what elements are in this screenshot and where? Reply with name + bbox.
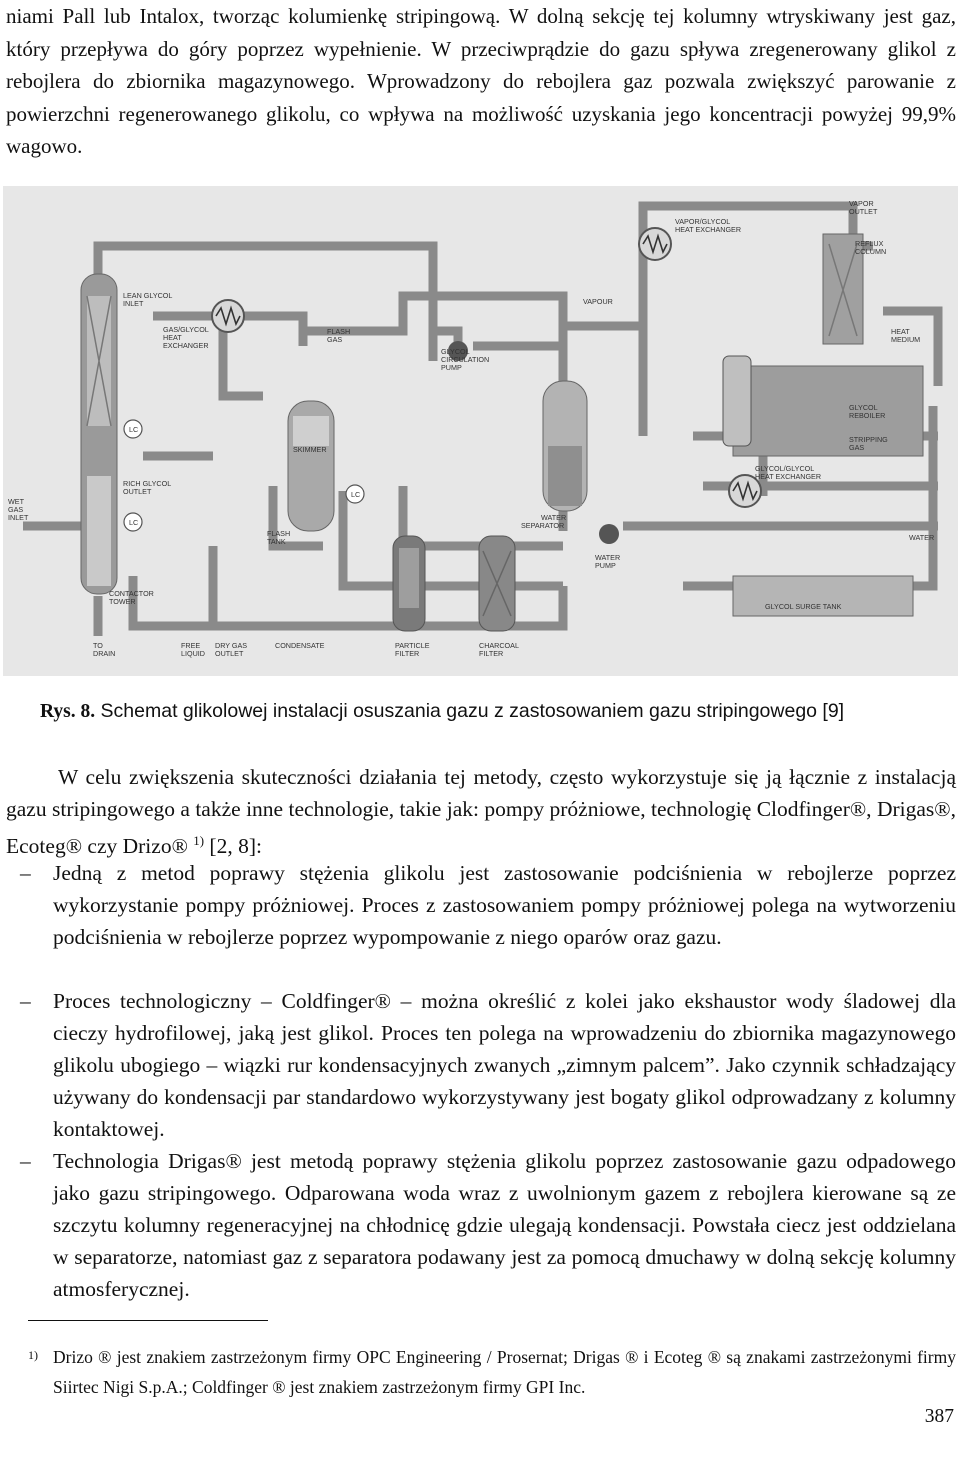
label-lc-3: LC <box>351 490 361 499</box>
svg-text:SEPARATOR: SEPARATOR <box>521 521 565 530</box>
footnote-mark: 1) <box>28 1348 38 1362</box>
svg-text:GAS: GAS <box>8 505 24 514</box>
label-stripping-gas: STRIPPING <box>849 435 888 444</box>
label-wet-gas-inlet: WET <box>8 497 24 506</box>
flash-tank <box>288 401 334 531</box>
label-water-separator: WATER <box>541 513 567 522</box>
svg-text:PUMP: PUMP <box>595 561 616 570</box>
svg-text:LIQUID: LIQUID <box>181 649 205 658</box>
process-diagram-figure <box>3 186 958 676</box>
label-flash-gas: FLASH <box>327 327 351 336</box>
label-water-pump: WATER <box>595 553 621 562</box>
label-heat-medium: HEAT <box>891 327 910 336</box>
reflux-column <box>723 234 923 456</box>
label-rich-glycol-outlet: RICH GLYCOL <box>123 479 172 488</box>
footnote-text: Drizo ® jest znakiem zastrzeżonym firmy OPC Engineering / Prosernat; Drigas ® i Ecoteg ® są znakami zastrzeżonymi firmy Siirtec Nigi S.p.A.; Coldfinger ® jest znakiem zastrzeżonym firmy GPI Inc. <box>53 1347 956 1397</box>
svg-text:DRAIN: DRAIN <box>93 649 116 658</box>
label-vapor-glycol-hx: VAPOR/GLYCOL <box>675 217 731 226</box>
contactor-tower <box>81 274 117 594</box>
label-free-liquid: FREE <box>181 641 201 650</box>
svg-text:GAS: GAS <box>327 335 343 344</box>
svg-text:HEAT EXCHANGER: HEAT EXCHANGER <box>755 472 822 481</box>
label-lc-1: LC <box>129 425 139 434</box>
pipe-lean-glycol <box>98 246 433 361</box>
svg-text:HEAT EXCHANGER: HEAT EXCHANGER <box>675 225 742 234</box>
svg-text:INLET: INLET <box>123 299 144 308</box>
bullet-text: Proces technologiczny – Coldfinger® – można określić z kolei jako ekshaustor wody śladowej dla cieczy hydrofilowej, jaką jest glikol. Proces ten polega na wprowadzeniu do zbiornika magazynowego glikolu ubogiego – wiązki rur kondensacyjnych zwanych „zimnym palcem”. Jako czynnik schładzający używany do kondensacji par standardowo wykorzystywany jest bogaty glikol odprowadzany z kolumny kontaktowej. <box>53 989 956 1141</box>
label-condensate: CONDENSATE <box>275 641 325 650</box>
footnote-divider <box>28 1320 268 1321</box>
svg-text:OUTLET: OUTLET <box>849 207 878 216</box>
svg-text:TANK: TANK <box>267 537 286 546</box>
bullet-dash: – <box>20 989 31 1013</box>
svg-text:OUTLET: OUTLET <box>123 487 152 496</box>
svg-text:OUTLET: OUTLET <box>215 649 244 658</box>
bullet-item <box>6 985 956 1145</box>
caption-label: Rys. 8. <box>40 701 96 722</box>
bullet-dash: – <box>20 861 31 885</box>
charcoal-filter <box>479 536 515 631</box>
label-lc-2: LC <box>129 518 139 527</box>
bullet-text: Jedną z metod poprawy stężenia glikolu jest zastosowanie podciśnienia w rebojlerze poprzez wykorzystanie pompy próżniowej. Proces z zastosowaniem pompy próżniowej polega na wytworzeniu podciśnienia w rebojlerze poprzez wypompowanie z niego oparów oraz gazu. <box>53 861 956 949</box>
label-glycol-reboiler: GLYCOL <box>849 403 878 412</box>
label-vapour: VAPOUR <box>583 297 613 306</box>
svg-text:GAS: GAS <box>849 443 865 452</box>
bullet-item <box>6 1145 956 1305</box>
water-separator <box>543 381 587 511</box>
footnote <box>6 1342 956 1402</box>
label-water: WATER <box>909 533 935 542</box>
intro-paragraph <box>6 761 956 862</box>
bullet-item <box>6 857 956 953</box>
figure-caption <box>40 700 844 723</box>
caption-text: Schemat glikolowej instalacji osuszania gazu z zastosowaniem gazu stripingowego [9] <box>95 700 845 722</box>
bullet-text: Technologia Drigas® jest metodą poprawy stężenia glikolu poprzez zastosowanie gazu odpadowego jako gazu stripingowego. Odparowana woda wraz z uwolnionym gazem z rebojlera kierowane są ze szczytu kolumny regeneracyjnej na chłodnicę gdzie ulegają kondensacji. Powstała ciecz jest oddzielana w separatorze, natomiast gaz z separatora podawany jest za pomocą dmuchawy w dolną sekcję kolumny atmosferycznej. <box>53 1149 956 1301</box>
svg-text:TOWER: TOWER <box>109 597 136 606</box>
glycol-reboiler <box>733 366 923 456</box>
label-reflux-column: REFLUX <box>855 239 884 248</box>
label-vapor-outlet: VAPOR <box>849 199 874 208</box>
svg-text:MEDIUM: MEDIUM <box>891 335 921 344</box>
label-lean-glycol-inlet: LEAN GLYCOL <box>123 291 173 300</box>
water-pump <box>599 524 619 544</box>
bullet-dash: – <box>20 1149 31 1173</box>
glycol-dehydration-diagram <box>3 186 958 676</box>
svg-text:INLET: INLET <box>8 513 29 522</box>
svg-text:HEAT: HEAT <box>163 333 182 342</box>
label-particle-filter: PARTICLE <box>395 641 430 650</box>
intro-text: W celu zwiększenia skuteczności działania tej metody, często wykorzystuje się ją łącznie z instalacją gazu stripingowego a także inne technologie, takie jak: pompy próżniowe, technologię Clodfinger®, Drigas®, Ecoteg® czy Drizo® <box>6 765 956 859</box>
page-number: 387 <box>924 1406 954 1427</box>
particle-filter <box>393 536 425 631</box>
label-to-drain: TO <box>93 641 103 650</box>
label-dry-gas-outlet: DRY GAS <box>215 641 248 650</box>
svg-text:EXCHANGER: EXCHANGER <box>163 341 209 350</box>
label-glycol-surge-tank: GLYCOL SURGE TANK <box>765 602 842 611</box>
label-contactor-tower: CONTACTOR <box>109 589 154 598</box>
footnote-ref[interactable]: 1) <box>193 834 205 848</box>
label-flash-tank: FLASH <box>267 529 291 538</box>
svg-text:FILTER: FILTER <box>479 649 504 658</box>
svg-text:REBOILER: REBOILER <box>849 411 886 420</box>
label-skimmer: SKIMMER <box>293 445 327 454</box>
svg-text:COLUMN: COLUMN <box>855 247 887 256</box>
label-glycol-circulation-pump: GLYCOL <box>441 347 470 356</box>
top-paragraph: niami Pall lub Intalox, tworząc kolumienkę stripingową. W dolną sekcję tej kolumny wtryskiwany jest gaz, który przepływa do góry poprzez wypełnienie. W przeciwprądzie do gazu spływa zregenerowany glikol z rebojlera do zbiornika magazynowego. Wprowadzony do rebojlera gaz pozwala zwiększyć parowanie z powierzchni regenerowanego glikolu, co wpływa na możliwość uzyskania jego koncentracji powyżej 99,9% wagowo. <box>6 4 956 158</box>
label-charcoal-filter: CHARCOAL <box>479 641 519 650</box>
label-glycol-glycol-hx: GLYCOL/GLYCOL <box>755 464 815 473</box>
label-gas-glycol-hx: GAS/GLYCOL <box>163 325 209 334</box>
svg-text:PUMP: PUMP <box>441 363 462 372</box>
intro-tail: [2, 8]: <box>204 834 262 859</box>
svg-text:FILTER: FILTER <box>395 649 420 658</box>
svg-text:CIRCULATION: CIRCULATION <box>441 355 490 364</box>
